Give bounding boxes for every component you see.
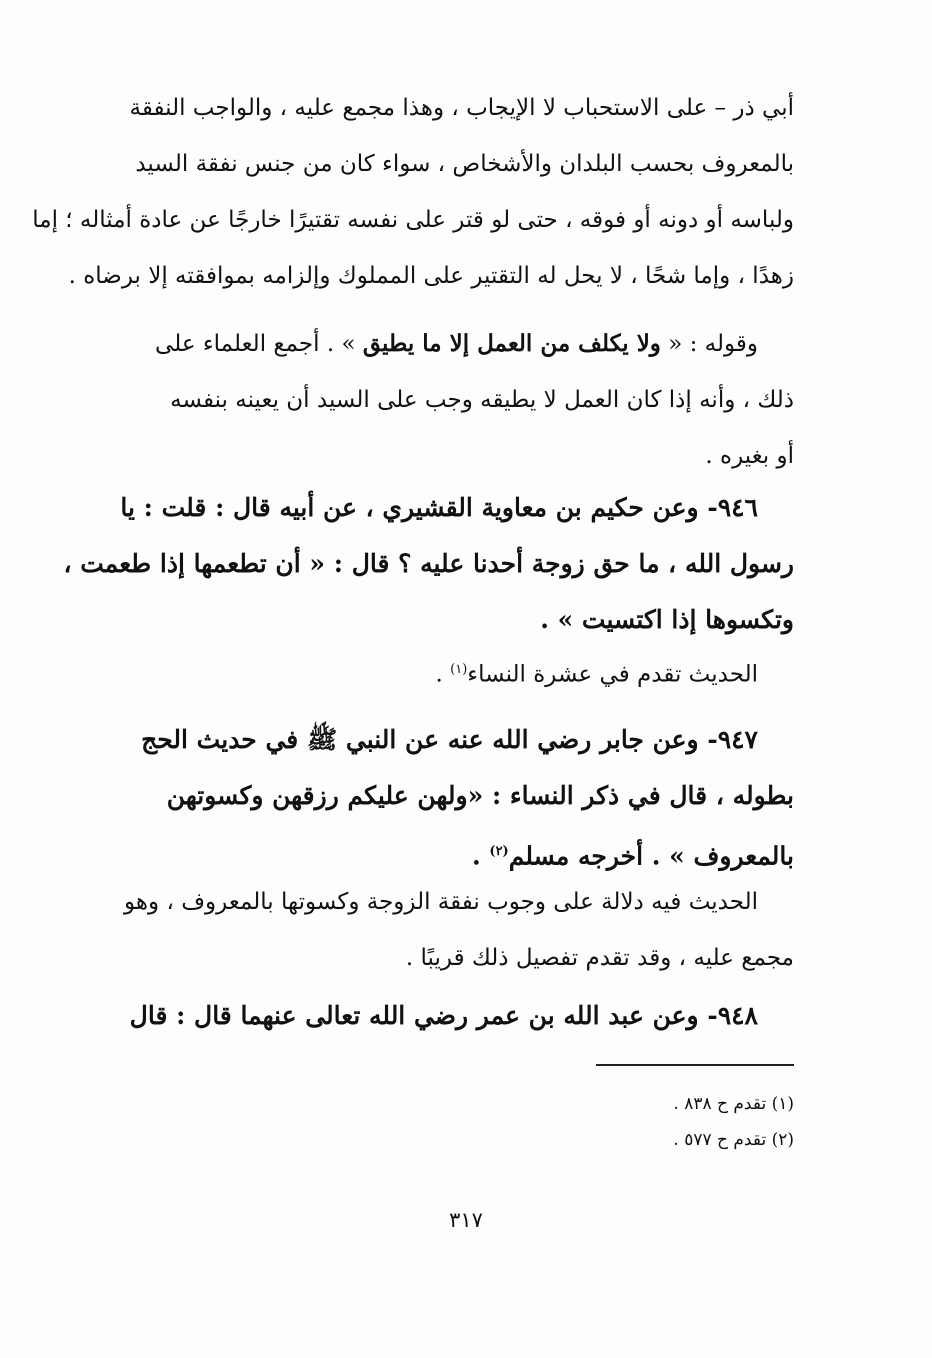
- text-line: مجمع عليه ، وقد تقدم تفصيل ذلك قريبًا .: [405, 945, 794, 971]
- text-line: زهدًا ، وإما شحًا ، لا يحل له التقتير على المملوك وإلزامه بموافقته إلا برضاه .: [68, 263, 794, 289]
- hadith-line: بطوله ، قال في ذكر النساء : «ولهن عليكم رزقهن وكسوتهن: [166, 781, 794, 810]
- hadith-line: رسول الله ، ما حق زوجة أحدنا عليه ؟ قال : « أن تطعمها إذا طعمت ،: [63, 549, 794, 578]
- hadith-946: [63, 480, 794, 648]
- hadith-line: ٩٤٨- وعن عبد الله بن عمر رضي الله تعالى عنهما قال : قال: [129, 1001, 758, 1030]
- hadith-line: وتكسوها إذا اكتسيت » .: [540, 605, 794, 634]
- text-line: [132, 316, 794, 372]
- page-number: ٣١٧: [449, 1208, 483, 1232]
- commentary-946: [132, 642, 794, 698]
- footnote-separator: [596, 1064, 794, 1066]
- paragraph-commentary: [132, 316, 794, 484]
- text-line: أو بغيره .: [705, 443, 794, 469]
- footnote-1: (١) تقدم ح ٨٣٨ .: [673, 1094, 794, 1114]
- hadith-947: [132, 712, 794, 880]
- hadith-line: ٩٤٧- وعن جابر رضي الله عنه عن النبي ﷺ في حديث الحج: [141, 725, 758, 754]
- hadith-line: ٩٤٦- وعن حكيم بن معاوية القشيري ، عن أبيه قال : قلت : يا: [120, 493, 758, 522]
- paragraph-continuation: [32, 80, 794, 304]
- commentary-947: [124, 874, 794, 986]
- text-line: الحديث تقدم في عشرة النساء$^{(١)}$ .: [435, 661, 758, 688]
- hadith-line: بالمعروف » . أخرجه مسلم$^{(٢)}$ .: [471, 841, 794, 871]
- text-line: بالمعروف بحسب البلدان والأشخاص ، سواء كان من جنس نفقة السيد: [135, 151, 794, 177]
- text-line: ولباسه أو دونه أو فوقه ، حتى لو قتر على نفسه تقتيرًا خارجًا عن عادة أمثاله ؛ إما: [32, 207, 794, 233]
- footnote-ref-1[interactable]: (١): [450, 662, 468, 677]
- quote-open: وقوله : «: [668, 331, 758, 357]
- footnote-2: (٢) تقدم ح ٥٧٧ .: [673, 1130, 794, 1150]
- text-line: أبي ذر – على الاستحباب لا الإيجاب ، وهذا مجمع عليه ، والواجب النفقة: [129, 95, 794, 121]
- footnote-ref-2[interactable]: (٢): [489, 844, 509, 859]
- quote-close: » . أجمع العلماء على: [155, 331, 356, 357]
- quoted-hadith-text: ولا يكلف من العمل إلا ما يطيق: [362, 330, 661, 357]
- text-line: الحديث فيه دلالة على وجوب نفقة الزوجة وكسوتها بالمعروف ، وهو: [124, 889, 758, 915]
- text-line: ذلك ، وأنه إذا كان العمل لا يطيقه وجب على السيد أن يعينه بنفسه: [170, 387, 794, 413]
- hadith-948: [129, 988, 794, 1044]
